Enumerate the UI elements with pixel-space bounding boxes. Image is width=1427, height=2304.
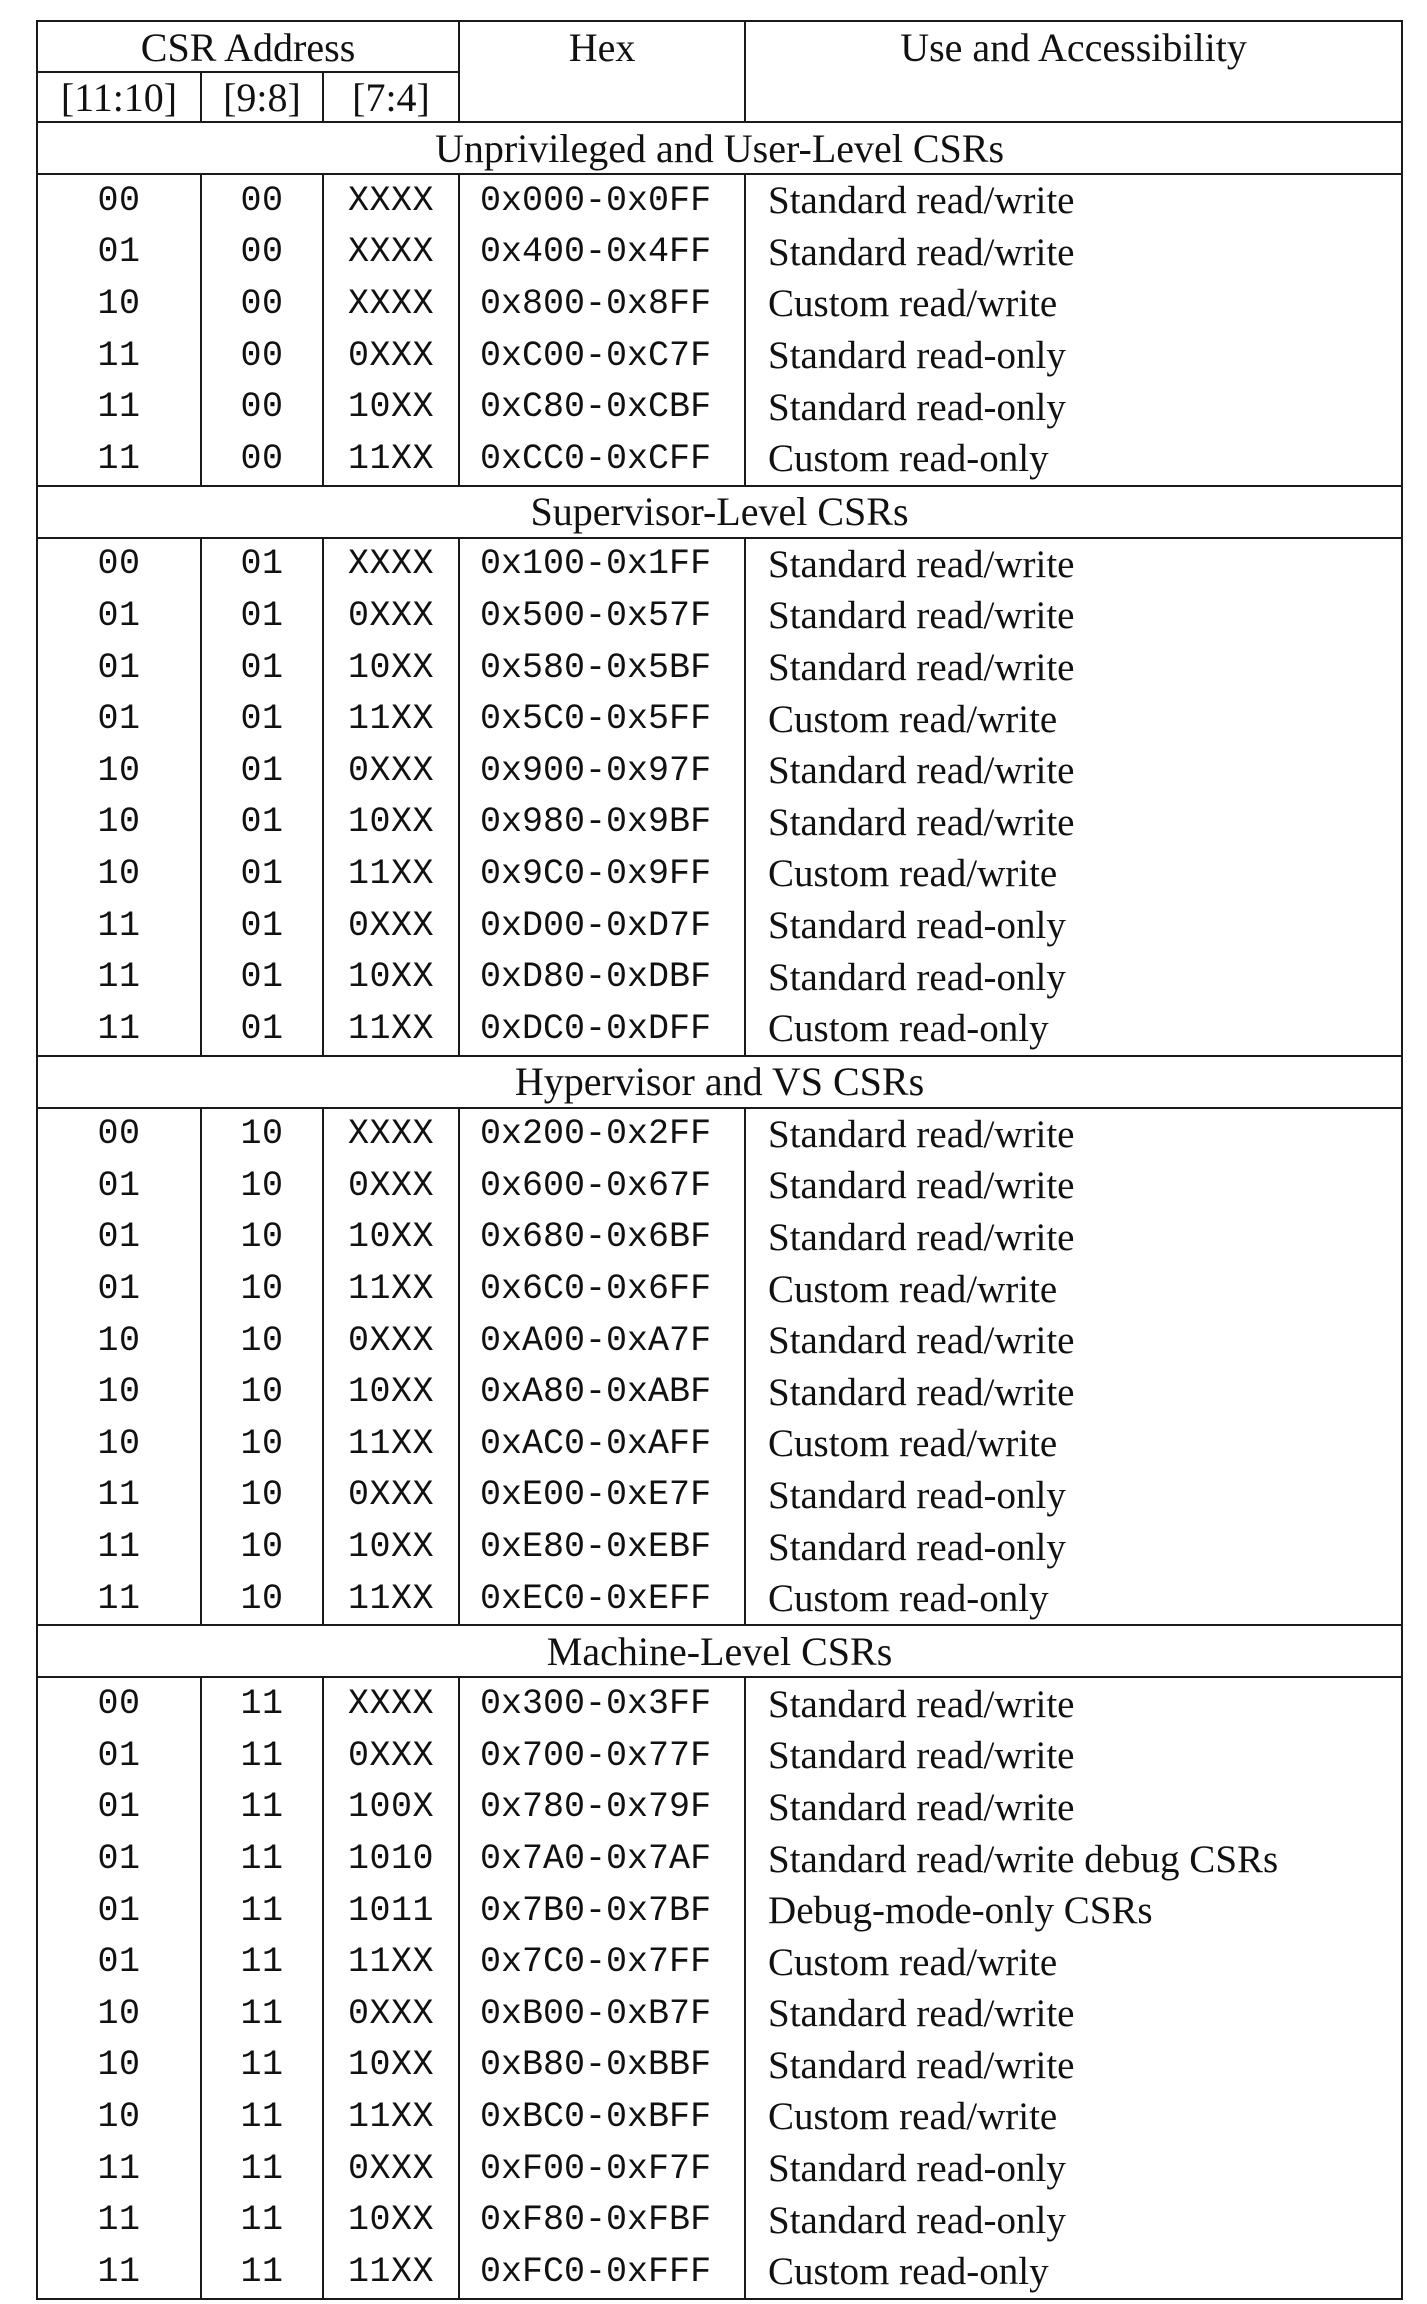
cell-bits-9-8: 10 bbox=[201, 1573, 323, 1626]
cell-bits-7-4: 0XXX bbox=[323, 1315, 459, 1367]
table-row bbox=[37, 1782, 1402, 1834]
cell-bits-7-4: 10XX bbox=[323, 642, 459, 694]
cell-bits-9-8: 10 bbox=[201, 1160, 323, 1212]
cell-bits-11-10: 10 bbox=[37, 278, 201, 330]
cell-bits-11-10: 10 bbox=[37, 848, 201, 900]
cell-bits-7-4: 10XX bbox=[323, 2040, 459, 2092]
cell-bits-9-8: 11 bbox=[201, 1988, 323, 2040]
cell-hex-range: 0xA00-0xA7F bbox=[459, 1315, 745, 1367]
cell-bits-7-4: 10XX bbox=[323, 1521, 459, 1573]
table-row bbox=[37, 1730, 1402, 1782]
cell-bits-7-4: 11XX bbox=[323, 1573, 459, 1626]
cell-bits-9-8: 11 bbox=[201, 2246, 323, 2299]
cell-bits-11-10: 01 bbox=[37, 1730, 201, 1782]
section-heading: Hypervisor and VS CSRs bbox=[37, 1056, 1402, 1108]
cell-bits-9-8: 10 bbox=[201, 1315, 323, 1367]
table-header bbox=[37, 21, 1402, 122]
cell-bits-9-8: 00 bbox=[201, 330, 323, 382]
table-row bbox=[37, 174, 1402, 227]
cell-hex-range: 0xEC0-0xEFF bbox=[459, 1573, 745, 1626]
cell-use-accessibility: Standard read/write bbox=[745, 1212, 1402, 1264]
cell-hex-range: 0x7B0-0x7BF bbox=[459, 1885, 745, 1937]
cell-bits-11-10: 11 bbox=[37, 2143, 201, 2195]
cell-bits-7-4: XXXX bbox=[323, 1677, 459, 1730]
csr-address-table bbox=[36, 20, 1403, 2300]
table-row bbox=[37, 951, 1402, 1003]
cell-hex-range: 0x6C0-0x6FF bbox=[459, 1263, 745, 1315]
cell-use-accessibility: Standard read/write bbox=[745, 642, 1402, 694]
cell-bits-9-8: 01 bbox=[201, 693, 323, 745]
table-row bbox=[37, 1833, 1402, 1885]
cell-bits-7-4: XXXX bbox=[323, 538, 459, 591]
table-row bbox=[37, 381, 1402, 433]
cell-use-accessibility: Standard read/write bbox=[745, 1366, 1402, 1418]
cell-bits-7-4: 11XX bbox=[323, 1936, 459, 1988]
cell-bits-7-4: 100X bbox=[323, 1782, 459, 1834]
cell-bits-7-4: 11XX bbox=[323, 433, 459, 486]
cell-hex-range: 0xAC0-0xAFF bbox=[459, 1418, 745, 1470]
table-row bbox=[37, 2091, 1402, 2143]
cell-bits-7-4: 10XX bbox=[323, 2194, 459, 2246]
cell-bits-9-8: 01 bbox=[201, 745, 323, 797]
cell-hex-range: 0x400-0x4FF bbox=[459, 227, 745, 279]
cell-bits-9-8: 00 bbox=[201, 381, 323, 433]
section-heading-row bbox=[37, 1056, 1402, 1108]
cell-hex-range: 0x200-0x2FF bbox=[459, 1108, 745, 1161]
table-row bbox=[37, 1936, 1402, 1988]
table-row bbox=[37, 848, 1402, 900]
cell-hex-range: 0x500-0x57F bbox=[459, 590, 745, 642]
cell-bits-11-10: 10 bbox=[37, 1418, 201, 1470]
cell-bits-7-4: 10XX bbox=[323, 1366, 459, 1418]
cell-bits-9-8: 11 bbox=[201, 1782, 323, 1834]
cell-bits-11-10: 11 bbox=[37, 1470, 201, 1522]
table-row bbox=[37, 693, 1402, 745]
section-heading-row bbox=[37, 486, 1402, 538]
cell-use-accessibility: Custom read-only bbox=[745, 433, 1402, 486]
cell-bits-9-8: 11 bbox=[201, 1833, 323, 1885]
cell-bits-11-10: 00 bbox=[37, 538, 201, 591]
cell-use-accessibility: Standard read-only bbox=[745, 2143, 1402, 2195]
cell-hex-range: 0xE80-0xEBF bbox=[459, 1521, 745, 1573]
cell-use-accessibility: Debug-mode-only CSRs bbox=[745, 1885, 1402, 1937]
table-row bbox=[37, 227, 1402, 279]
section-heading-row bbox=[37, 1625, 1402, 1677]
cell-bits-11-10: 01 bbox=[37, 1782, 201, 1834]
cell-use-accessibility: Standard read/write bbox=[745, 227, 1402, 279]
cell-bits-9-8: 11 bbox=[201, 1677, 323, 1730]
cell-bits-11-10: 11 bbox=[37, 330, 201, 382]
cell-bits-7-4: 0XXX bbox=[323, 590, 459, 642]
cell-hex-range: 0x780-0x79F bbox=[459, 1782, 745, 1834]
cell-bits-9-8: 10 bbox=[201, 1263, 323, 1315]
cell-use-accessibility: Custom read/write bbox=[745, 1936, 1402, 1988]
section-heading: Unprivileged and User-Level CSRs bbox=[37, 122, 1402, 174]
table-row bbox=[37, 1366, 1402, 1418]
cell-use-accessibility: Standard read-only bbox=[745, 381, 1402, 433]
cell-bits-11-10: 10 bbox=[37, 2040, 201, 2092]
cell-use-accessibility: Standard read-only bbox=[745, 951, 1402, 1003]
cell-hex-range: 0xD80-0xDBF bbox=[459, 951, 745, 1003]
cell-bits-11-10: 10 bbox=[37, 1315, 201, 1367]
cell-use-accessibility: Custom read/write bbox=[745, 1418, 1402, 1470]
cell-bits-9-8: 11 bbox=[201, 2091, 323, 2143]
cell-bits-7-4: 0XXX bbox=[323, 745, 459, 797]
cell-bits-11-10: 01 bbox=[37, 1885, 201, 1937]
cell-hex-range: 0xDC0-0xDFF bbox=[459, 1003, 745, 1056]
cell-use-accessibility: Standard read/write debug CSRs bbox=[745, 1833, 1402, 1885]
table-row bbox=[37, 1160, 1402, 1212]
cell-hex-range: 0xF00-0xF7F bbox=[459, 2143, 745, 2195]
cell-hex-range: 0x800-0x8FF bbox=[459, 278, 745, 330]
cell-bits-7-4: 0XXX bbox=[323, 2143, 459, 2195]
cell-use-accessibility: Standard read/write bbox=[745, 745, 1402, 797]
cell-bits-9-8: 10 bbox=[201, 1470, 323, 1522]
cell-bits-9-8: 10 bbox=[201, 1108, 323, 1161]
cell-use-accessibility: Custom read/write bbox=[745, 848, 1402, 900]
cell-bits-7-4: 11XX bbox=[323, 1263, 459, 1315]
cell-bits-9-8: 01 bbox=[201, 951, 323, 1003]
cell-use-accessibility: Standard read/write bbox=[745, 1782, 1402, 1834]
cell-hex-range: 0x700-0x77F bbox=[459, 1730, 745, 1782]
cell-use-accessibility: Standard read/write bbox=[745, 174, 1402, 227]
table-row bbox=[37, 433, 1402, 486]
cell-use-accessibility: Standard read/write bbox=[745, 1315, 1402, 1367]
cell-bits-7-4: 11XX bbox=[323, 1003, 459, 1056]
cell-use-accessibility: Standard read/write bbox=[745, 1730, 1402, 1782]
cell-bits-7-4: XXXX bbox=[323, 174, 459, 227]
cell-use-accessibility: Custom read-only bbox=[745, 1573, 1402, 1626]
cell-bits-7-4: XXXX bbox=[323, 227, 459, 279]
cell-bits-11-10: 01 bbox=[37, 1212, 201, 1264]
cell-hex-range: 0xC00-0xC7F bbox=[459, 330, 745, 382]
cell-hex-range: 0x9C0-0x9FF bbox=[459, 848, 745, 900]
table-row bbox=[37, 1003, 1402, 1056]
cell-hex-range: 0x5C0-0x5FF bbox=[459, 693, 745, 745]
cell-use-accessibility: Custom read/write bbox=[745, 2091, 1402, 2143]
cell-use-accessibility: Standard read/write bbox=[745, 1108, 1402, 1161]
cell-hex-range: 0xB00-0xB7F bbox=[459, 1988, 745, 2040]
cell-bits-9-8: 10 bbox=[201, 1366, 323, 1418]
cell-bits-11-10: 01 bbox=[37, 642, 201, 694]
cell-bits-9-8: 10 bbox=[201, 1212, 323, 1264]
cell-hex-range: 0x000-0x0FF bbox=[459, 174, 745, 227]
cell-bits-11-10: 01 bbox=[37, 1833, 201, 1885]
header-bits-9-8: [9:8] bbox=[201, 72, 323, 122]
cell-bits-11-10: 00 bbox=[37, 1677, 201, 1730]
cell-bits-11-10: 01 bbox=[37, 1936, 201, 1988]
cell-bits-11-10: 01 bbox=[37, 693, 201, 745]
cell-bits-7-4: 11XX bbox=[323, 2091, 459, 2143]
cell-use-accessibility: Custom read-only bbox=[745, 1003, 1402, 1056]
table-row bbox=[37, 330, 1402, 382]
cell-bits-11-10: 00 bbox=[37, 174, 201, 227]
table-row bbox=[37, 1677, 1402, 1730]
cell-use-accessibility: Standard read-only bbox=[745, 1521, 1402, 1573]
cell-hex-range: 0xCC0-0xCFF bbox=[459, 433, 745, 486]
header-hex: Hex bbox=[459, 21, 745, 122]
cell-use-accessibility: Standard read-only bbox=[745, 330, 1402, 382]
cell-bits-7-4: 0XXX bbox=[323, 1988, 459, 2040]
cell-bits-9-8: 00 bbox=[201, 433, 323, 486]
header-bits-7-4: [7:4] bbox=[323, 72, 459, 122]
table-row bbox=[37, 900, 1402, 952]
table-row bbox=[37, 797, 1402, 849]
cell-bits-11-10: 10 bbox=[37, 797, 201, 849]
cell-hex-range: 0xBC0-0xBFF bbox=[459, 2091, 745, 2143]
cell-use-accessibility: Custom read/write bbox=[745, 278, 1402, 330]
cell-hex-range: 0x680-0x6BF bbox=[459, 1212, 745, 1264]
cell-use-accessibility: Standard read/write bbox=[745, 1160, 1402, 1212]
table-row bbox=[37, 2246, 1402, 2299]
cell-bits-11-10: 11 bbox=[37, 381, 201, 433]
cell-hex-range: 0xA80-0xABF bbox=[459, 1366, 745, 1418]
cell-bits-7-4: 0XXX bbox=[323, 330, 459, 382]
cell-bits-9-8: 01 bbox=[201, 590, 323, 642]
table-row bbox=[37, 2143, 1402, 2195]
table-body bbox=[37, 122, 1402, 2299]
cell-bits-11-10: 10 bbox=[37, 745, 201, 797]
cell-bits-9-8: 01 bbox=[201, 1003, 323, 1056]
cell-hex-range: 0x300-0x3FF bbox=[459, 1677, 745, 1730]
cell-bits-11-10: 10 bbox=[37, 1988, 201, 2040]
cell-hex-range: 0x580-0x5BF bbox=[459, 642, 745, 694]
table-row bbox=[37, 278, 1402, 330]
cell-bits-7-4: 0XXX bbox=[323, 900, 459, 952]
cell-use-accessibility: Standard read/write bbox=[745, 538, 1402, 591]
cell-bits-9-8: 00 bbox=[201, 227, 323, 279]
cell-bits-9-8: 01 bbox=[201, 900, 323, 952]
cell-bits-7-4: 0XXX bbox=[323, 1470, 459, 1522]
cell-bits-11-10: 01 bbox=[37, 590, 201, 642]
cell-bits-9-8: 11 bbox=[201, 2143, 323, 2195]
cell-use-accessibility: Standard read-only bbox=[745, 1470, 1402, 1522]
cell-bits-9-8: 01 bbox=[201, 797, 323, 849]
table-row bbox=[37, 1521, 1402, 1573]
cell-bits-7-4: 10XX bbox=[323, 1212, 459, 1264]
table-row bbox=[37, 642, 1402, 694]
cell-bits-11-10: 10 bbox=[37, 1366, 201, 1418]
cell-hex-range: 0x900-0x97F bbox=[459, 745, 745, 797]
cell-bits-9-8: 10 bbox=[201, 1521, 323, 1573]
table-row bbox=[37, 1470, 1402, 1522]
section-heading: Supervisor-Level CSRs bbox=[37, 486, 1402, 538]
cell-bits-9-8: 01 bbox=[201, 848, 323, 900]
section-heading: Machine-Level CSRs bbox=[37, 1625, 1402, 1677]
cell-bits-11-10: 11 bbox=[37, 1003, 201, 1056]
cell-bits-11-10: 01 bbox=[37, 227, 201, 279]
table-row bbox=[37, 1315, 1402, 1367]
cell-bits-9-8: 01 bbox=[201, 538, 323, 591]
cell-hex-range: 0xB80-0xBBF bbox=[459, 2040, 745, 2092]
table-row bbox=[37, 2040, 1402, 2092]
cell-hex-range: 0xFC0-0xFFF bbox=[459, 2246, 745, 2299]
cell-use-accessibility: Standard read/write bbox=[745, 590, 1402, 642]
cell-bits-9-8: 11 bbox=[201, 2194, 323, 2246]
cell-use-accessibility: Standard read/write bbox=[745, 1677, 1402, 1730]
table-row bbox=[37, 745, 1402, 797]
cell-use-accessibility: Standard read-only bbox=[745, 900, 1402, 952]
cell-hex-range: 0xF80-0xFBF bbox=[459, 2194, 745, 2246]
cell-bits-9-8: 10 bbox=[201, 1418, 323, 1470]
table-row bbox=[37, 538, 1402, 591]
cell-hex-range: 0xD00-0xD7F bbox=[459, 900, 745, 952]
cell-bits-7-4: 1011 bbox=[323, 1885, 459, 1937]
cell-bits-7-4: 0XXX bbox=[323, 1730, 459, 1782]
cell-bits-11-10: 11 bbox=[37, 433, 201, 486]
header-bits-11-10: [11:10] bbox=[37, 72, 201, 122]
cell-bits-11-10: 10 bbox=[37, 2091, 201, 2143]
cell-bits-9-8: 00 bbox=[201, 278, 323, 330]
cell-hex-range: 0xE00-0xE7F bbox=[459, 1470, 745, 1522]
cell-use-accessibility: Standard read/write bbox=[745, 1988, 1402, 2040]
cell-bits-7-4: XXXX bbox=[323, 278, 459, 330]
cell-bits-7-4: 11XX bbox=[323, 693, 459, 745]
cell-bits-7-4: 0XXX bbox=[323, 1160, 459, 1212]
cell-bits-9-8: 01 bbox=[201, 642, 323, 694]
cell-bits-9-8: 11 bbox=[201, 1885, 323, 1937]
cell-hex-range: 0x980-0x9BF bbox=[459, 797, 745, 849]
header-csr-address: CSR Address bbox=[37, 21, 459, 72]
cell-hex-range: 0xC80-0xCBF bbox=[459, 381, 745, 433]
cell-use-accessibility: Standard read/write bbox=[745, 797, 1402, 849]
table-row bbox=[37, 2194, 1402, 2246]
header-use: Use and Accessibility bbox=[745, 21, 1402, 122]
cell-use-accessibility: Custom read-only bbox=[745, 2246, 1402, 2299]
cell-use-accessibility: Custom read/write bbox=[745, 1263, 1402, 1315]
cell-hex-range: 0x7C0-0x7FF bbox=[459, 1936, 745, 1988]
cell-bits-7-4: 10XX bbox=[323, 797, 459, 849]
cell-hex-range: 0x600-0x67F bbox=[459, 1160, 745, 1212]
cell-bits-9-8: 11 bbox=[201, 1936, 323, 1988]
cell-bits-11-10: 11 bbox=[37, 2246, 201, 2299]
cell-bits-7-4: XXXX bbox=[323, 1108, 459, 1161]
cell-bits-7-4: 1010 bbox=[323, 1833, 459, 1885]
table-row bbox=[37, 1212, 1402, 1264]
table-row bbox=[37, 1885, 1402, 1937]
cell-bits-7-4: 10XX bbox=[323, 951, 459, 1003]
cell-bits-9-8: 11 bbox=[201, 1730, 323, 1782]
cell-bits-11-10: 11 bbox=[37, 900, 201, 952]
cell-bits-11-10: 01 bbox=[37, 1263, 201, 1315]
cell-bits-7-4: 11XX bbox=[323, 2246, 459, 2299]
cell-bits-9-8: 11 bbox=[201, 2040, 323, 2092]
cell-use-accessibility: Standard read/write bbox=[745, 2040, 1402, 2092]
cell-use-accessibility: Custom read/write bbox=[745, 693, 1402, 745]
cell-bits-11-10: 11 bbox=[37, 951, 201, 1003]
cell-use-accessibility: Standard read-only bbox=[745, 2194, 1402, 2246]
cell-hex-range: 0x100-0x1FF bbox=[459, 538, 745, 591]
cell-bits-7-4: 11XX bbox=[323, 848, 459, 900]
cell-bits-11-10: 11 bbox=[37, 2194, 201, 2246]
cell-bits-11-10: 11 bbox=[37, 1521, 201, 1573]
cell-bits-7-4: 10XX bbox=[323, 381, 459, 433]
cell-bits-11-10: 01 bbox=[37, 1160, 201, 1212]
cell-bits-9-8: 00 bbox=[201, 174, 323, 227]
table-row bbox=[37, 590, 1402, 642]
table-row bbox=[37, 1573, 1402, 1626]
table-row bbox=[37, 1108, 1402, 1161]
table-row bbox=[37, 1263, 1402, 1315]
cell-bits-7-4: 11XX bbox=[323, 1418, 459, 1470]
cell-bits-11-10: 00 bbox=[37, 1108, 201, 1161]
section-heading-row bbox=[37, 122, 1402, 174]
table-row bbox=[37, 1988, 1402, 2040]
table-row bbox=[37, 1418, 1402, 1470]
cell-bits-11-10: 11 bbox=[37, 1573, 201, 1626]
cell-hex-range: 0x7A0-0x7AF bbox=[459, 1833, 745, 1885]
